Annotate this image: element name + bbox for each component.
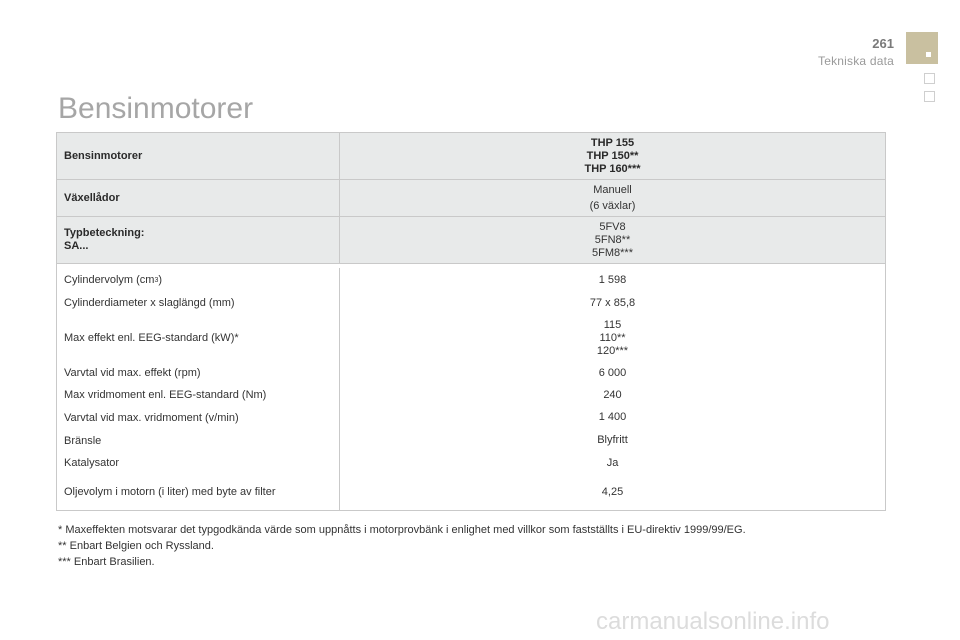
row-label-text: Cylindervolym (cm	[64, 274, 155, 286]
table-row	[57, 474, 885, 510]
row-label: Max vridmoment enl. EEG-standard (Nm)	[64, 389, 267, 401]
value-line: THP 155	[590, 136, 635, 149]
row-label-end: )	[158, 274, 163, 286]
row-value	[339, 474, 885, 510]
row-value	[339, 314, 885, 362]
table-header-gearbox	[57, 180, 885, 217]
value-line: 240	[603, 388, 622, 401]
table-header-value	[339, 180, 885, 216]
value-line: THP 160***	[584, 162, 641, 175]
page-number: 261	[872, 36, 894, 51]
label-line: SA...	[64, 240, 89, 252]
table-row	[57, 406, 885, 429]
value-line: 110**	[599, 331, 626, 344]
value-line: 120***	[596, 344, 629, 357]
page-title: Bensinmotorer	[58, 92, 254, 125]
table-row	[57, 268, 885, 292]
engine-table	[56, 132, 886, 511]
footnote: * Maxeffekten motsvarar det typgodkända värde som uppnåtts i motorprovbänk i enlighet med villkor som fastställts i EU-direktiv 1999/99/EG.	[58, 524, 746, 536]
value-line: 5FV8	[599, 220, 626, 233]
row-value	[339, 452, 885, 474]
value-line: (6 växlar)	[589, 200, 636, 212]
value-line: 115	[603, 318, 622, 331]
label-line: Typbeteckning:	[64, 227, 145, 239]
table-header-label: Bensinmotorer	[64, 150, 143, 162]
table-header-value	[339, 133, 885, 179]
table-header-type	[57, 217, 885, 264]
value-line: 4,25	[601, 485, 624, 498]
row-value	[339, 406, 885, 429]
footnotes	[58, 522, 746, 570]
row-value	[339, 268, 885, 292]
table-header-engines	[57, 133, 885, 180]
row-label: Cylinderdiameter x slaglängd (mm)	[64, 297, 235, 309]
footnote: *** Enbart Brasilien.	[58, 556, 155, 568]
row-label: Oljevolym i motorn (i liter) med byte av filter	[64, 486, 276, 498]
value-line: 1 400	[598, 411, 627, 423]
value-line: 77 x 85,8	[589, 296, 636, 309]
table-header-value	[339, 217, 885, 263]
table-row	[57, 362, 885, 384]
row-label-sup: 3	[154, 276, 159, 284]
row-label: Bränsle	[64, 434, 102, 447]
value-line: Ja	[606, 456, 619, 469]
table-row	[57, 384, 885, 406]
row-label: Katalysator	[64, 457, 120, 469]
value-line: 5FN8**	[594, 233, 631, 246]
side-box-1[interactable]	[924, 73, 935, 84]
section-label: Tekniska data	[818, 54, 894, 68]
table-header-label	[57, 217, 339, 263]
watermark: carmanualsonline.info	[596, 608, 830, 635]
side-box-2[interactable]	[924, 91, 935, 102]
table-row	[57, 452, 885, 474]
row-value	[339, 362, 885, 384]
row-label: Max effekt enl. EEG-standard (kW)*	[64, 332, 239, 344]
row-label: Varvtal vid max. vridmoment (v/min)	[64, 411, 239, 424]
value-line: 1 598	[598, 273, 627, 286]
value-line: 5FM8***	[592, 246, 633, 259]
tab-dot-icon	[926, 52, 931, 57]
row-label: Varvtal vid max. effekt (rpm)	[64, 367, 201, 379]
section-tab[interactable]	[906, 32, 938, 64]
value-line: 6 000	[598, 366, 627, 379]
table-header-label: Växellådor	[64, 192, 120, 204]
row-value	[339, 429, 885, 452]
row-value	[339, 292, 885, 314]
table-row	[57, 429, 885, 452]
table-row	[57, 292, 885, 314]
value-line: Manuell	[593, 184, 632, 196]
table-row	[57, 314, 885, 362]
value-line: Blyfritt	[597, 434, 628, 446]
row-value	[339, 384, 885, 406]
row-label	[57, 268, 339, 292]
value-line: THP 150**	[586, 149, 639, 162]
footnote: ** Enbart Belgien och Ryssland.	[58, 540, 214, 552]
